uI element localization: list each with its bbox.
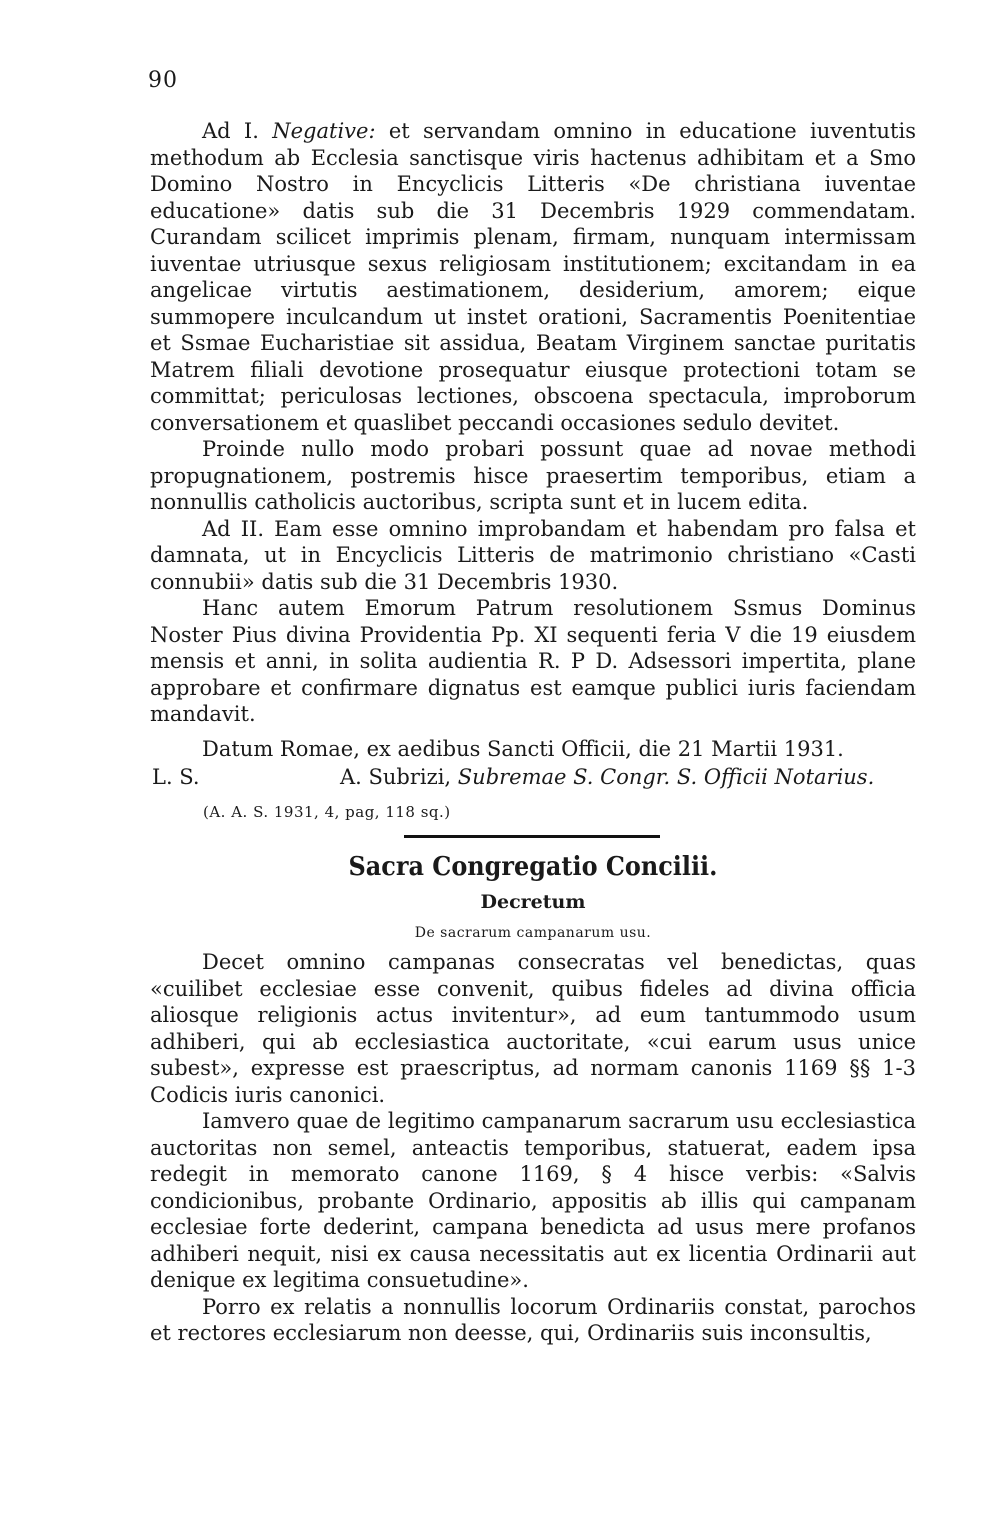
paragraph-porro: Porro ex relatis a nonnullis locorum Ordinariis constat, parochos et rectores ecclesiarum non deesse, qui, Ordinariis suis inconsultis, [150,1294,916,1345]
notary-name: A. Subrizi, [340,765,452,789]
paragraph-proinde: Proinde nullo modo probari possunt quae ad novae methodi propugnationem, postremis hisce praesertim temporibus, etiam a nonnullis catholicis auctoribus, scripta sunt et in lucem edita. [150,437,916,514]
page-number: 90 [148,68,178,93]
paragraph-ad-ii: Ad II. Eam esse omnino improbandam et habendam pro falsa et damnata, ut in Encyclicis Litteris de matrimonio christiano «Casti connubii» datis sub die 31 Decembris 1930. [150,516,916,594]
decree-subtitle: De sacrarum campanarum usu. [414,925,652,941]
decree-text [150,949,916,1347]
notary-title: Subremae S. Congr. S. Officii Notarius. [457,765,875,789]
section-divider [404,835,660,838]
ad-i-text: et servandam omnino in educatione iuventutis methodum ab Ecclesia sanctisque viris hactenus adhibitam et a Smo Domino Nostro in Encyclicis Litteris «De christiana iuventae educatione» datis sub die 31 Decembris 1929 commendatam. Curandam scilicet imprimis plenam, firmam, nunquam intermissam iuventae utriusque sexus religiosam institutionem; excitandam in ea angelicae virtutis aestimationem, desiderium, amorem; eique summopere inculcandum ut instet orationi, Sacramentis Poenitentiae et Ssmae Eucharistiae sit assidua, Beatam Virginem sanctae puritatis Matrem filiali devotione prosequatur eiusque protectioni totam se committat; periculosas lectiones, obscoena spectacula, improborum conversationem et quaslibet peccandi occasiones sedulo devitet. [150,119,916,435]
paragraph-iamvero: Iamvero quae de legitimo campanarum sacrarum usu ecclesiastica auctoritas non semel, anteactis temporibus, statuerat, eadem ipsa redegit in memorato canone 1169, § 4 hisce verbis: «Salvis condicionibus, probante Ordinario, appositis ab illis qui campanam ecclesiae forte dederint, campana benedicta ad usus mere profanos adhiberi nequit, nisi ex causa necessitatis aut ex licentia Ordinarii aut denique ex legitima consuetudine». [150,1109,916,1292]
datum-line: Datum Romae, ex aedibus Sancti Officii, die 21 Martii 1931. [202,737,844,761]
paragraph-decet: Decet omnino campanas consecratas vel benedictas, quas «cuilibet ecclesiae esse convenit, quibus fideles ad divina officia aliosque religionis actus invitentur», ad eum tantummodo usum adhiberi, qui ab ecclesiastica auctoritate, «cui earum usus unice subest», expresse est praescriptus, ad normam canonis 1169 §§ 1-3 Codicis iuris canonici. [150,950,916,1107]
negative-word: Negative: [272,119,376,143]
seal-mark: L. S. [152,765,200,789]
section-title: Sacra Congregatio Concilii. [348,852,718,882]
notary-signature [340,765,874,789]
ad-i-label: Ad I. [202,119,259,143]
decree-title: Decretum [480,891,586,913]
source-reference: (A. A. S. 1931, 4, pag, 118 sq.) [203,803,451,821]
paragraph-hanc: Hanc autem Emorum Patrum resolutionem Ssmus Dominus Noster Pius divina Providentia Pp. XI sequenti feria V die 19 eiusdem mensis et anni, in solita audientia R. P D. Adsessori impertita, plane approbare et confirmare dignatus est eamque publici iuris faciendam mandavit. [150,596,916,726]
resolution-text [150,118,916,728]
paragraph-ad-i [150,118,916,436]
